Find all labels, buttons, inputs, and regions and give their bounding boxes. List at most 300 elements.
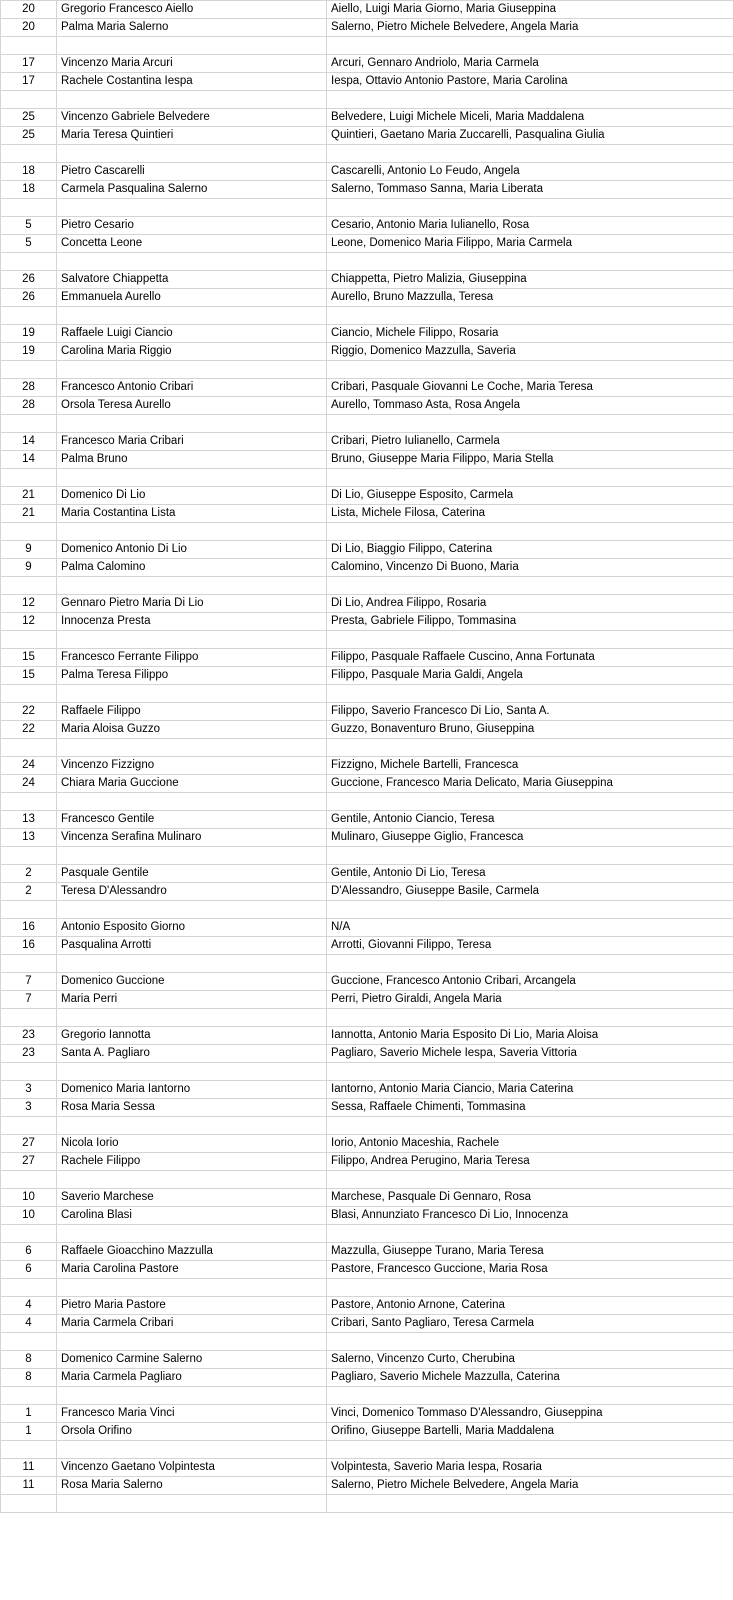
number-cell[interactable]: 16 xyxy=(1,919,57,937)
parents-cell[interactable]: Lista, Michele Filosa, Caterina xyxy=(327,505,733,523)
name-cell[interactable]: Francesco Maria Vinci xyxy=(57,1405,327,1423)
table-row xyxy=(1,1333,733,1351)
parents-cell[interactable]: Chiappetta, Pietro Malizia, Giuseppina xyxy=(327,271,733,289)
table-row xyxy=(1,559,733,577)
name-cell[interactable]: Concetta Leone xyxy=(57,235,327,253)
parents-cell[interactable]: Riggio, Domenico Mazzulla, Saveria xyxy=(327,343,733,361)
name-cell[interactable]: Salvatore Chiappetta xyxy=(57,271,327,289)
number-cell[interactable]: 25 xyxy=(1,109,57,127)
parents-cell[interactable]: Quintieri, Gaetano Maria Zuccarelli, Pasqualina Giulia xyxy=(327,127,733,145)
table-row xyxy=(1,1495,733,1513)
number-cell[interactable] xyxy=(1,1333,57,1351)
number-cell[interactable]: 14 xyxy=(1,433,57,451)
name-cell[interactable] xyxy=(57,1279,327,1297)
name-cell[interactable]: Palma Bruno xyxy=(57,451,327,469)
number-cell[interactable]: 5 xyxy=(1,235,57,253)
name-cell[interactable]: Raffaele Filippo xyxy=(57,703,327,721)
parents-cell[interactable]: Ciancio, Michele Filippo, Rosaria xyxy=(327,325,733,343)
number-cell[interactable] xyxy=(1,1441,57,1459)
parents-cell[interactable]: Pagliaro, Saverio Michele Iespa, Saveria Vittoria xyxy=(327,1045,733,1063)
name-cell[interactable]: Innocenza Presta xyxy=(57,613,327,631)
name-cell[interactable]: Vincenzo Gaetano Volpintesta xyxy=(57,1459,327,1477)
parents-cell[interactable] xyxy=(327,955,733,973)
number-cell[interactable]: 14 xyxy=(1,451,57,469)
parents-cell[interactable]: Filippo, Pasquale Raffaele Cuscino, Anna Fortunata xyxy=(327,649,733,667)
number-cell[interactable]: 8 xyxy=(1,1351,57,1369)
number-cell[interactable] xyxy=(1,1117,57,1135)
number-cell[interactable]: 7 xyxy=(1,991,57,1009)
number-cell[interactable]: 22 xyxy=(1,721,57,739)
number-cell[interactable]: 10 xyxy=(1,1207,57,1225)
number-cell[interactable]: 3 xyxy=(1,1081,57,1099)
parents-cell[interactable]: Guzzo, Bonaventuro Bruno, Giuseppina xyxy=(327,721,733,739)
table-row xyxy=(1,973,733,991)
name-cell[interactable]: Orsola Orifino xyxy=(57,1423,327,1441)
name-cell[interactable] xyxy=(57,253,327,271)
name-cell[interactable] xyxy=(57,685,327,703)
name-cell[interactable] xyxy=(57,91,327,109)
name-cell[interactable] xyxy=(57,1117,327,1135)
name-cell[interactable]: Santa A. Pagliaro xyxy=(57,1045,327,1063)
parents-cell[interactable]: Perri, Pietro Giraldi, Angela Maria xyxy=(327,991,733,1009)
parents-cell[interactable]: Guccione, Francesco Antonio Cribari, Arcangela xyxy=(327,973,733,991)
parents-cell[interactable] xyxy=(327,91,733,109)
number-cell[interactable] xyxy=(1,1009,57,1027)
number-cell[interactable]: 27 xyxy=(1,1153,57,1171)
parents-cell[interactable]: Mulinaro, Giuseppe Giglio, Francesca xyxy=(327,829,733,847)
name-cell[interactable]: Maria Aloisa Guzzo xyxy=(57,721,327,739)
name-cell[interactable] xyxy=(57,901,327,919)
parents-cell[interactable] xyxy=(327,37,733,55)
name-cell[interactable]: Maria Costantina Lista xyxy=(57,505,327,523)
name-cell[interactable]: Pasquale Gentile xyxy=(57,865,327,883)
number-cell[interactable]: 26 xyxy=(1,271,57,289)
name-cell[interactable]: Gregorio Iannotta xyxy=(57,1027,327,1045)
parents-cell[interactable]: N/A xyxy=(327,919,733,937)
number-cell[interactable]: 19 xyxy=(1,325,57,343)
name-cell[interactable]: Emmanuela Aurello xyxy=(57,289,327,307)
parents-cell[interactable]: Salerno, Vincenzo Curto, Cherubina xyxy=(327,1351,733,1369)
parents-cell[interactable]: Di Lio, Giuseppe Esposito, Carmela xyxy=(327,487,733,505)
number-cell[interactable]: 1 xyxy=(1,1405,57,1423)
number-cell[interactable] xyxy=(1,1387,57,1405)
table-row xyxy=(1,415,733,433)
parents-cell[interactable]: Gentile, Antonio Ciancio, Teresa xyxy=(327,811,733,829)
parents-cell[interactable]: Cascarelli, Antonio Lo Feudo, Angela xyxy=(327,163,733,181)
name-cell[interactable]: Carmela Pasqualina Salerno xyxy=(57,181,327,199)
parents-cell[interactable]: Cribari, Pietro Iulianello, Carmela xyxy=(327,433,733,451)
number-cell[interactable]: 23 xyxy=(1,1027,57,1045)
table-row xyxy=(1,523,733,541)
parents-cell[interactable] xyxy=(327,1009,733,1027)
name-cell[interactable]: Chiara Maria Guccione xyxy=(57,775,327,793)
number-cell[interactable]: 6 xyxy=(1,1243,57,1261)
parents-cell[interactable]: Calomino, Vincenzo Di Buono, Maria xyxy=(327,559,733,577)
table-row xyxy=(1,739,733,757)
number-cell[interactable]: 26 xyxy=(1,289,57,307)
parents-cell[interactable]: Vinci, Domenico Tommaso D'Alessandro, Giuseppina xyxy=(327,1405,733,1423)
parents-cell[interactable]: Salerno, Pietro Michele Belvedere, Angela Maria xyxy=(327,1477,733,1495)
number-cell[interactable]: 12 xyxy=(1,595,57,613)
number-cell[interactable]: 2 xyxy=(1,865,57,883)
table-row xyxy=(1,1,733,19)
parents-cell[interactable]: Guccione, Francesco Maria Delicato, Maria Giuseppina xyxy=(327,775,733,793)
parents-cell[interactable] xyxy=(327,1495,733,1513)
parents-cell[interactable] xyxy=(327,685,733,703)
number-cell[interactable] xyxy=(1,739,57,757)
table-row xyxy=(1,649,733,667)
name-cell[interactable]: Vincenzo Maria Arcuri xyxy=(57,55,327,73)
number-cell[interactable] xyxy=(1,631,57,649)
name-cell[interactable] xyxy=(57,793,327,811)
name-cell[interactable]: Carolina Blasi xyxy=(57,1207,327,1225)
name-cell[interactable] xyxy=(57,1225,327,1243)
name-cell[interactable] xyxy=(57,1063,327,1081)
number-cell[interactable]: 11 xyxy=(1,1459,57,1477)
parents-cell[interactable]: Aurello, Bruno Mazzulla, Teresa xyxy=(327,289,733,307)
parents-cell[interactable]: Iorio, Antonio Maceshia, Rachele xyxy=(327,1135,733,1153)
parents-cell[interactable] xyxy=(327,577,733,595)
table-row xyxy=(1,307,733,325)
parents-cell[interactable]: Cribari, Pasquale Giovanni Le Coche, Maria Teresa xyxy=(327,379,733,397)
number-cell[interactable]: 28 xyxy=(1,379,57,397)
parents-cell[interactable] xyxy=(327,145,733,163)
number-cell[interactable]: 19 xyxy=(1,343,57,361)
parents-cell[interactable] xyxy=(327,901,733,919)
table-row xyxy=(1,793,733,811)
name-cell[interactable] xyxy=(57,145,327,163)
name-cell[interactable] xyxy=(57,1495,327,1513)
parents-cell[interactable]: Belvedere, Luigi Michele Miceli, Maria Maddalena xyxy=(327,109,733,127)
number-cell[interactable] xyxy=(1,1225,57,1243)
table-row xyxy=(1,577,733,595)
name-cell[interactable]: Domenico Antonio Di Lio xyxy=(57,541,327,559)
parents-cell[interactable] xyxy=(327,1387,733,1405)
number-cell[interactable]: 24 xyxy=(1,757,57,775)
table-row xyxy=(1,1063,733,1081)
number-cell[interactable] xyxy=(1,307,57,325)
name-cell[interactable]: Palma Teresa Filippo xyxy=(57,667,327,685)
parents-cell[interactable]: Volpintesta, Saverio Maria Iespa, Rosaria xyxy=(327,1459,733,1477)
parents-cell[interactable]: Bruno, Giuseppe Maria Filippo, Maria Stella xyxy=(327,451,733,469)
parents-cell[interactable]: Leone, Domenico Maria Filippo, Maria Carmela xyxy=(327,235,733,253)
number-cell[interactable] xyxy=(1,361,57,379)
table-row xyxy=(1,1315,733,1333)
parents-cell[interactable]: Gentile, Antonio Di Lio, Teresa xyxy=(327,865,733,883)
parents-cell[interactable]: Arrotti, Giovanni Filippo, Teresa xyxy=(327,937,733,955)
number-cell[interactable]: 20 xyxy=(1,1,57,19)
number-cell[interactable] xyxy=(1,91,57,109)
parents-cell[interactable]: Iantorno, Antonio Maria Ciancio, Maria Caterina xyxy=(327,1081,733,1099)
name-cell[interactable]: Rosa Maria Sessa xyxy=(57,1099,327,1117)
parents-cell[interactable] xyxy=(327,1063,733,1081)
table-row xyxy=(1,1009,733,1027)
number-cell[interactable]: 18 xyxy=(1,163,57,181)
parents-cell[interactable] xyxy=(327,1225,733,1243)
number-cell[interactable]: 1 xyxy=(1,1423,57,1441)
name-cell[interactable]: Carolina Maria Riggio xyxy=(57,343,327,361)
number-cell[interactable] xyxy=(1,901,57,919)
parents-cell[interactable] xyxy=(327,253,733,271)
parents-cell[interactable] xyxy=(327,1333,733,1351)
parents-cell[interactable]: Di Lio, Biaggio Filippo, Caterina xyxy=(327,541,733,559)
name-cell[interactable]: Vincenza Serafina Mulinaro xyxy=(57,829,327,847)
number-cell[interactable]: 18 xyxy=(1,181,57,199)
parents-cell[interactable]: Arcuri, Gennaro Andriolo, Maria Carmela xyxy=(327,55,733,73)
table-row xyxy=(1,541,733,559)
parents-cell[interactable]: Aiello, Luigi Maria Giorno, Maria Giuseppina xyxy=(327,1,733,19)
table-row xyxy=(1,703,733,721)
number-cell[interactable]: 23 xyxy=(1,1045,57,1063)
table-row xyxy=(1,1207,733,1225)
table-row xyxy=(1,613,733,631)
name-cell[interactable] xyxy=(57,1333,327,1351)
parents-cell[interactable] xyxy=(327,199,733,217)
name-cell[interactable] xyxy=(57,307,327,325)
number-cell[interactable]: 12 xyxy=(1,613,57,631)
table-row xyxy=(1,1135,733,1153)
number-cell[interactable] xyxy=(1,199,57,217)
table-row xyxy=(1,631,733,649)
name-cell[interactable] xyxy=(57,1441,327,1459)
parents-cell[interactable]: Cesario, Antonio Maria Iulianello, Rosa xyxy=(327,217,733,235)
number-cell[interactable] xyxy=(1,1279,57,1297)
parents-cell[interactable] xyxy=(327,847,733,865)
number-cell[interactable]: 17 xyxy=(1,55,57,73)
name-cell[interactable]: Orsola Teresa Aurello xyxy=(57,397,327,415)
name-cell[interactable]: Raffaele Luigi Ciancio xyxy=(57,325,327,343)
name-cell[interactable] xyxy=(57,37,327,55)
table-row xyxy=(1,487,733,505)
name-cell[interactable]: Saverio Marchese xyxy=(57,1189,327,1207)
name-cell[interactable]: Francesco Ferrante Filippo xyxy=(57,649,327,667)
number-cell[interactable]: 9 xyxy=(1,559,57,577)
name-cell[interactable]: Vincenzo Gabriele Belvedere xyxy=(57,109,327,127)
parents-cell[interactable]: Pagliaro, Saverio Michele Mazzulla, Caterina xyxy=(327,1369,733,1387)
name-cell[interactable]: Maria Carolina Pastore xyxy=(57,1261,327,1279)
number-cell[interactable]: 22 xyxy=(1,703,57,721)
number-cell[interactable] xyxy=(1,523,57,541)
parents-cell[interactable]: Filippo, Andrea Perugino, Maria Teresa xyxy=(327,1153,733,1171)
table-row xyxy=(1,1405,733,1423)
parents-cell[interactable]: Orifino, Giuseppe Bartelli, Maria Maddalena xyxy=(327,1423,733,1441)
number-cell[interactable]: 2 xyxy=(1,883,57,901)
name-cell[interactable] xyxy=(57,469,327,487)
name-cell[interactable]: Francesco Gentile xyxy=(57,811,327,829)
name-cell[interactable] xyxy=(57,739,327,757)
table-row xyxy=(1,469,733,487)
number-cell[interactable] xyxy=(1,469,57,487)
number-cell[interactable] xyxy=(1,1171,57,1189)
number-cell[interactable] xyxy=(1,1495,57,1513)
name-cell[interactable] xyxy=(57,847,327,865)
parents-cell[interactable] xyxy=(327,361,733,379)
table-row xyxy=(1,1225,733,1243)
table-row xyxy=(1,1297,733,1315)
name-cell[interactable] xyxy=(57,1009,327,1027)
parents-cell[interactable]: Salerno, Tommaso Sanna, Maria Liberata xyxy=(327,181,733,199)
name-cell[interactable] xyxy=(57,631,327,649)
parents-cell[interactable]: Pastore, Antonio Arnone, Caterina xyxy=(327,1297,733,1315)
parents-cell[interactable]: Marchese, Pasquale Di Gennaro, Rosa xyxy=(327,1189,733,1207)
name-cell[interactable]: Vincenzo Fizzigno xyxy=(57,757,327,775)
number-cell[interactable]: 15 xyxy=(1,667,57,685)
number-cell[interactable]: 13 xyxy=(1,829,57,847)
number-cell[interactable]: 11 xyxy=(1,1477,57,1495)
table-row xyxy=(1,1261,733,1279)
parents-cell[interactable] xyxy=(327,631,733,649)
table-row xyxy=(1,667,733,685)
number-cell[interactable]: 3 xyxy=(1,1099,57,1117)
name-cell[interactable]: Gregorio Francesco Aiello xyxy=(57,1,327,19)
number-cell[interactable]: 10 xyxy=(1,1189,57,1207)
number-cell[interactable] xyxy=(1,253,57,271)
number-cell[interactable]: 21 xyxy=(1,487,57,505)
number-cell[interactable]: 4 xyxy=(1,1315,57,1333)
number-cell[interactable]: 9 xyxy=(1,541,57,559)
name-cell[interactable]: Maria Carmela Cribari xyxy=(57,1315,327,1333)
name-cell[interactable]: Nicola Iorio xyxy=(57,1135,327,1153)
table-row xyxy=(1,37,733,55)
number-cell[interactable] xyxy=(1,847,57,865)
parents-cell[interactable]: D'Alessandro, Giuseppe Basile, Carmela xyxy=(327,883,733,901)
name-cell[interactable]: Domenico Carmine Salerno xyxy=(57,1351,327,1369)
number-cell[interactable] xyxy=(1,955,57,973)
table-row xyxy=(1,829,733,847)
name-cell[interactable] xyxy=(57,361,327,379)
name-cell[interactable]: Domenico Maria Iantorno xyxy=(57,1081,327,1099)
number-cell[interactable] xyxy=(1,793,57,811)
parents-cell[interactable] xyxy=(327,1117,733,1135)
number-cell[interactable] xyxy=(1,415,57,433)
table-row xyxy=(1,1459,733,1477)
table-row xyxy=(1,343,733,361)
name-cell[interactable]: Rachele Costantina Iespa xyxy=(57,73,327,91)
name-cell[interactable]: Rosa Maria Salerno xyxy=(57,1477,327,1495)
name-cell[interactable]: Pietro Cesario xyxy=(57,217,327,235)
name-cell[interactable] xyxy=(57,955,327,973)
parents-cell[interactable] xyxy=(327,1441,733,1459)
number-cell[interactable]: 5 xyxy=(1,217,57,235)
name-cell[interactable]: Pietro Cascarelli xyxy=(57,163,327,181)
number-cell[interactable]: 7 xyxy=(1,973,57,991)
name-cell[interactable] xyxy=(57,1387,327,1405)
name-cell[interactable]: Teresa D'Alessandro xyxy=(57,883,327,901)
parents-cell[interactable]: Filippo, Pasquale Maria Galdi, Angela xyxy=(327,667,733,685)
name-cell[interactable]: Francesco Maria Cribari xyxy=(57,433,327,451)
table-row xyxy=(1,379,733,397)
parents-cell[interactable]: Blasi, Annunziato Francesco Di Lio, Innocenza xyxy=(327,1207,733,1225)
table-row xyxy=(1,1171,733,1189)
number-cell[interactable] xyxy=(1,145,57,163)
number-cell[interactable]: 13 xyxy=(1,811,57,829)
table-row xyxy=(1,109,733,127)
number-cell[interactable]: 6 xyxy=(1,1261,57,1279)
number-cell[interactable]: 25 xyxy=(1,127,57,145)
table-row xyxy=(1,955,733,973)
number-cell[interactable] xyxy=(1,1063,57,1081)
name-cell[interactable]: Gennaro Pietro Maria Di Lio xyxy=(57,595,327,613)
parents-cell[interactable] xyxy=(327,523,733,541)
table-row xyxy=(1,181,733,199)
name-cell[interactable] xyxy=(57,415,327,433)
name-cell[interactable]: Pasqualina Arrotti xyxy=(57,937,327,955)
parents-cell[interactable]: Iespa, Ottavio Antonio Pastore, Maria Carolina xyxy=(327,73,733,91)
table-row xyxy=(1,433,733,451)
number-cell[interactable] xyxy=(1,577,57,595)
parents-cell[interactable]: Iannotta, Antonio Maria Esposito Di Lio, Maria Aloisa xyxy=(327,1027,733,1045)
table-row xyxy=(1,19,733,37)
table-row xyxy=(1,883,733,901)
name-cell[interactable]: Palma Maria Salerno xyxy=(57,19,327,37)
name-cell[interactable]: Pietro Maria Pastore xyxy=(57,1297,327,1315)
name-cell[interactable]: Domenico Di Lio xyxy=(57,487,327,505)
parents-cell[interactable]: Sessa, Raffaele Chimenti, Tommasina xyxy=(327,1099,733,1117)
parents-cell[interactable] xyxy=(327,307,733,325)
parents-cell[interactable]: Fizzigno, Michele Bartelli, Francesca xyxy=(327,757,733,775)
table-row xyxy=(1,1387,733,1405)
parents-cell[interactable]: Filippo, Saverio Francesco Di Lio, Santa A. xyxy=(327,703,733,721)
number-cell[interactable]: 4 xyxy=(1,1297,57,1315)
parents-cell[interactable]: Pastore, Francesco Guccione, Maria Rosa xyxy=(327,1261,733,1279)
name-cell[interactable] xyxy=(57,523,327,541)
table-row xyxy=(1,1153,733,1171)
name-cell[interactable] xyxy=(57,1171,327,1189)
parents-cell[interactable] xyxy=(327,469,733,487)
name-cell[interactable]: Antonio Esposito Giorno xyxy=(57,919,327,937)
parents-cell[interactable] xyxy=(327,739,733,757)
number-cell[interactable]: 21 xyxy=(1,505,57,523)
number-cell[interactable]: 28 xyxy=(1,397,57,415)
number-cell[interactable]: 16 xyxy=(1,937,57,955)
parents-cell[interactable]: Aurello, Tommaso Asta, Rosa Angela xyxy=(327,397,733,415)
number-cell[interactable]: 24 xyxy=(1,775,57,793)
name-cell[interactable] xyxy=(57,199,327,217)
parents-cell[interactable]: Di Lio, Andrea Filippo, Rosaria xyxy=(327,595,733,613)
name-cell[interactable]: Francesco Antonio Cribari xyxy=(57,379,327,397)
parents-cell[interactable]: Cribari, Santo Pagliaro, Teresa Carmela xyxy=(327,1315,733,1333)
name-cell[interactable]: Maria Carmela Pagliaro xyxy=(57,1369,327,1387)
table-row xyxy=(1,451,733,469)
number-cell[interactable] xyxy=(1,685,57,703)
number-cell[interactable]: 27 xyxy=(1,1135,57,1153)
table-row xyxy=(1,91,733,109)
number-cell[interactable]: 15 xyxy=(1,649,57,667)
table-row xyxy=(1,1369,733,1387)
table-row xyxy=(1,397,733,415)
name-cell[interactable]: Domenico Guccione xyxy=(57,973,327,991)
parents-cell[interactable] xyxy=(327,1279,733,1297)
name-cell[interactable]: Maria Perri xyxy=(57,991,327,1009)
parents-cell[interactable] xyxy=(327,1171,733,1189)
number-cell[interactable]: 8 xyxy=(1,1369,57,1387)
parents-cell[interactable] xyxy=(327,793,733,811)
name-cell[interactable]: Maria Teresa Quintieri xyxy=(57,127,327,145)
parents-cell[interactable]: Presta, Gabriele Filippo, Tommasina xyxy=(327,613,733,631)
name-cell[interactable]: Raffaele Gioacchino Mazzulla xyxy=(57,1243,327,1261)
parents-cell[interactable]: Salerno, Pietro Michele Belvedere, Angela Maria xyxy=(327,19,733,37)
name-cell[interactable]: Rachele Filippo xyxy=(57,1153,327,1171)
number-cell[interactable]: 17 xyxy=(1,73,57,91)
name-cell[interactable]: Palma Calomino xyxy=(57,559,327,577)
name-cell[interactable] xyxy=(57,577,327,595)
number-cell[interactable]: 20 xyxy=(1,19,57,37)
parents-cell[interactable]: Mazzulla, Giuseppe Turano, Maria Teresa xyxy=(327,1243,733,1261)
parents-cell[interactable] xyxy=(327,415,733,433)
table-row xyxy=(1,361,733,379)
number-cell[interactable] xyxy=(1,37,57,55)
table-row xyxy=(1,847,733,865)
